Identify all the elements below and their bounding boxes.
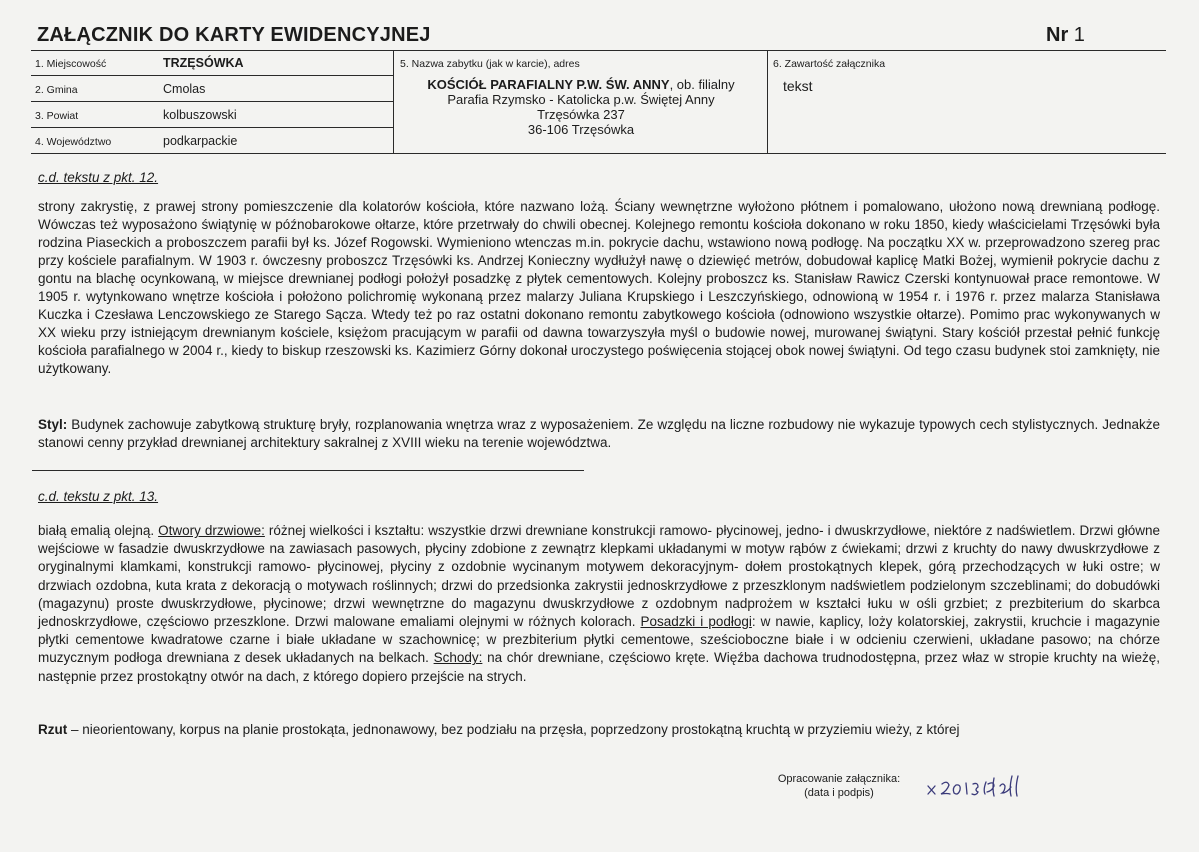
table-bottom-border [31, 153, 1166, 154]
plan-text: – nieorientowany, korpus na planie prostokąta, jednonawowy, bez podziału na przęsła, poprzedzony prostokątną kruchtą w przyziemiu wieży, z której [67, 722, 960, 737]
row-divider [31, 127, 393, 128]
floors-heading: Posadzki i podłogi [640, 614, 752, 630]
text-run: na chór drewniane, częściowo kręte. Więźba dachowa trudnodostępna, przez właz w stropie kruchty na wieżę, następnie przez prostokątny otwór na dach, z którego dopiero przejście na strych. [38, 650, 1160, 684]
style-paragraph [38, 416, 1160, 452]
postal-line: 36-106 Trzęsówka [527, 122, 635, 137]
handwritten-signature [926, 772, 1036, 807]
plan-paragraph [38, 721, 1160, 739]
attachment-content-value: tekst [783, 78, 813, 94]
monument-address [401, 77, 761, 137]
signature-graphic [926, 772, 1036, 802]
prepared-by-line2: (data i podpis) [804, 787, 874, 799]
header-table [31, 50, 1166, 154]
text-run: : w nawie, kaplicy, loży kolatorskiej, zakrystii, kruchcie i magazynie płytki cementowe kwadratowe czarne i białe układane w szachownicę; w prezbiterium płytki cementowe, sześcioboczne białe i w odcieniu czerwieni, układane pasowo; na chórze muzycznym podłoga drewniana z desek układanych na belkach. [38, 614, 1160, 666]
text-run: różnej wielkości i kształtu: wszystkie drzwi drewniane konstrukcji ramowo- płycinowej, jedno- i dwuskrzydłowe, niektóre z nadświetlem. Drzwi główne wejściowe w fasadzie dwuskrzydłowe na zawiasach pasowych, płyciny zdobione z zewnątrz klepkami układanymi w motyw rąbów z ćwiekami; drzwi z kruchty do nawy dwuskrzydłowe z oryginalnymi klamkami, konstrukcji ramowo- płycinowej, płyciny z ozdobnie wycinanym motywem dekoracyjnym- dołem prostokątnych klepek, górą przechodzących w łuki ostre; w drzwiach ozdobna, kuta krata z dekoracją o motywach roślinnych; drzwi do przedsionka zakrystii jednoskrzydłowe z przeszklonym nadświetlem podzielonym szczeblinami; do dobudówki (magazynu) proste dwuskrzydłowe, płycinowe; drzwi wewnętrzne do magazynu dwuskrzydłowe z ozdobnym nadprożem w kształci łuku w ośli grzbiet; z prezbiterium do skarbca jednoskrzydłowe, częściowo przeszklone. Drzwi malowane emaliami olejnymi w różnych kolorach. [38, 523, 1160, 630]
stairs-heading: Schody: [433, 650, 483, 666]
row-divider [31, 75, 393, 76]
style-lead: Styl: [38, 417, 68, 432]
monument-name: KOŚCIÓŁ PARAFIALNY P.W. ŚW. ANNY [427, 77, 670, 92]
text-run: białą emalią olejną. [38, 523, 159, 538]
style-text: Budynek zachowuje zabytkową strukturę bryły, rozplanowania wnętrza wraz z wyposażeniem. Ze względu na liczne rozbudowy nie wykazuje typowych cech stylistycznych. Jednakże stanowi cenny przykład drewnianej architektury sakralnej z XVIII wieku na terenie województwa. [38, 417, 1160, 450]
prepared-by-label [774, 772, 904, 800]
attachment-number [1046, 24, 1085, 47]
locality-value: TRZĘSÓWKA [163, 56, 244, 70]
monument-status: , ob. filialny [669, 77, 735, 92]
voivodeship-label: 4. Województwo [35, 136, 112, 148]
plan-lead: Rzut [38, 722, 68, 737]
monument-name-line [401, 77, 761, 92]
voivodeship-value: podkarpackie [163, 134, 238, 148]
monument-name-label: 5. Nazwa zabytku (jak w karcie), adres [400, 58, 580, 70]
district-label: 3. Powiat [35, 110, 79, 122]
attachment-number-value: 1 [1073, 24, 1085, 46]
table-top-border [31, 50, 1166, 51]
doors-heading: Otwory drzwiowe: [158, 523, 265, 538]
column-divider [393, 50, 394, 154]
district-value: kolbuszowski [163, 108, 237, 122]
section-12-body: strony zakrystię, z prawej strony pomieszczenie dla kolatorów kościoła, które nazwano lożą. Ściany wewnętrzne wyłożono płótnem i pomalowano, ułożono nową drewnianą podłogę. Wówczas też wyposażono świątynię w późnobarokowe ołtarze, które przetrwały do chwili obecnej. Kolejnego remontu kościoła dokonano w roku 1850, kiedy właścicielami Trzęsówki była rodzina Piaseckich a proboszczem parafii był ks. Józef Rogowski. Wymieniono wtenczas m.in. pokrycie dachu, wstawiono nową podłogę. Na początku XX w. przeprowadzono szereg prac przy kościele parafialnym. W 1903 r. ówczesny proboszcz Trzęsówki ks. Andrzej Konieczny wydłużył nawę o dziewięć metrów, dobudował kaplicę Matki Bożej, wymienił pokrycie dachu z gontu na blachę ocynkowaną, w miejsce drewnianej podłogi położył posadzkę z płytek cementowych. Kolejny proboszcz ks. Stanisław Rawicz Czerski kontynuował prace remontowe. W 1905 r. wytynkowano wnętrze kościoła i położono polichromię wykonaną przez malarzy Juliana Krupskiego i Leszczyńskiego, odnowioną w 1954 r. i 1976 r. przez malarza Stanisława Kuczka i Czesława Lenczowskiego ze Starego Sącza. Wtedy też po raz ostatni dokonano remontu zabytkowego kościoła (odnowiono wszystkie ołtarze). Pomimo prac wykonywanych w XX wieku przy istniejącym drewnianym kościele, księżom pracującym w parafii od dawna towarzyszyła myśl o budowie nowej, murowanej świątyni. Stary kościół przestał pełnić funkcję kościoła parafialnego w 2004 r., kiedy to biskup rzeszowski ks. Kazimierz Górny dokonał uroczystego poświęcenia stojącej obok nowej świątyni. Od tego czasu budynek stoi zamknięty, nie użytkowany. [38, 199, 1160, 376]
attachment-number-label: Nr [1046, 24, 1069, 46]
commune-value: Cmolas [163, 82, 206, 96]
section-12-heading: c.d. tekstu z pkt. 12. [38, 170, 159, 185]
prepared-by-line1: Opracowanie załącznika: [777, 773, 901, 785]
attachment-content-label: 6. Zawartość załącznika [773, 58, 886, 70]
street-line: Trzęsówka 237 [537, 107, 625, 122]
document-title: ZAŁĄCZNIK DO KARTY EWIDENCYJNEJ [37, 24, 431, 46]
parish-line: Parafia Rzymsko - Katolicka p.w. Świętej Anny [447, 92, 715, 107]
section-13-heading: c.d. tekstu z pkt. 13. [38, 489, 159, 504]
locality-label: 1. Miejscowość [35, 58, 107, 70]
section-13-body [38, 522, 1160, 686]
row-divider [31, 101, 393, 102]
commune-label: 2. Gmina [35, 84, 78, 96]
section-separator [32, 470, 584, 471]
column-divider [767, 50, 768, 154]
